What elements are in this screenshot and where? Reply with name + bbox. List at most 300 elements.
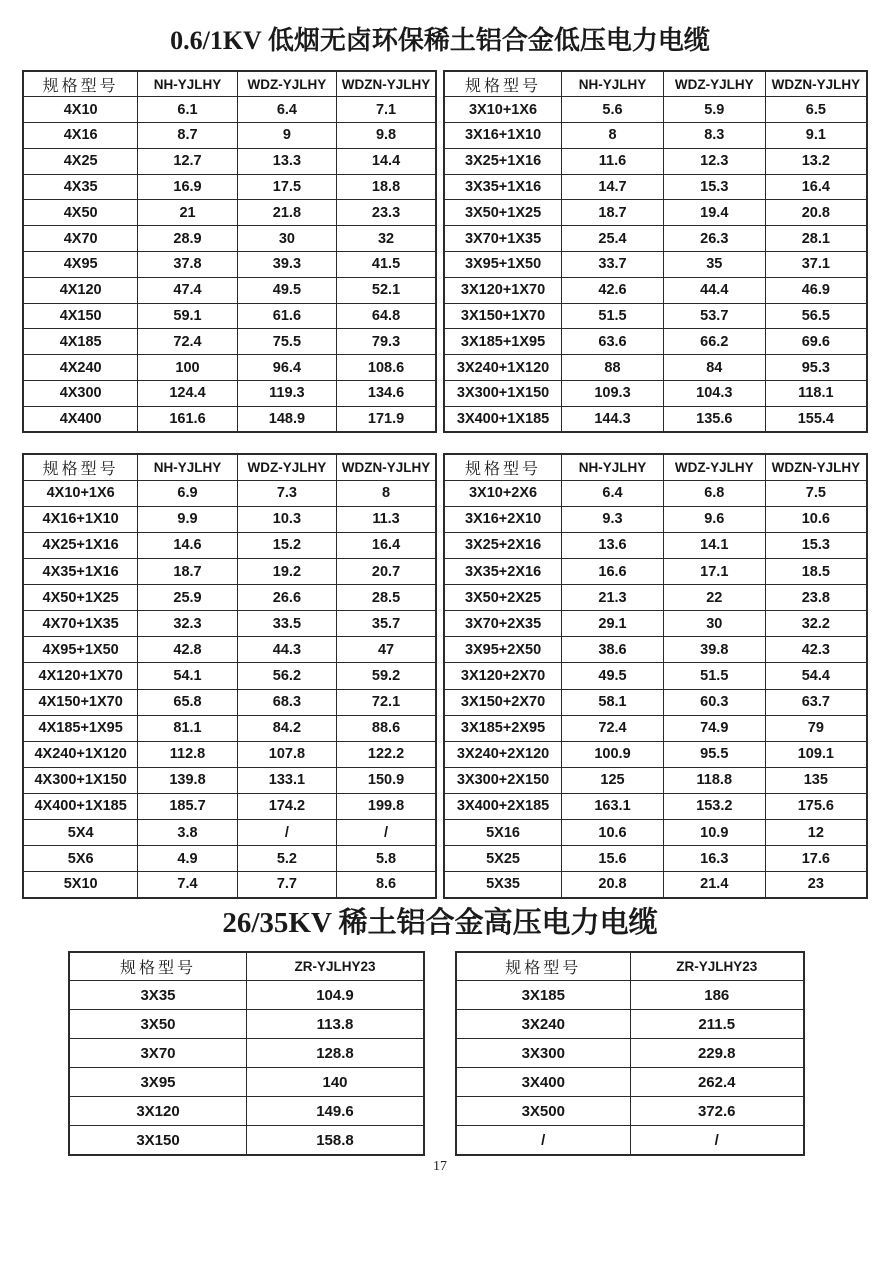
table-row bbox=[23, 277, 436, 303]
table-row bbox=[444, 689, 867, 715]
value-cell: 100.9 bbox=[562, 741, 664, 767]
value-cell: 15.6 bbox=[562, 846, 664, 872]
spec-cell: 4X120 bbox=[23, 277, 138, 303]
table-row bbox=[69, 1097, 424, 1126]
spec-cell: 3X150+2X70 bbox=[444, 689, 562, 715]
table-row bbox=[69, 1010, 424, 1039]
table-row bbox=[23, 97, 436, 123]
table-row bbox=[444, 585, 867, 611]
spec-cell: 5X35 bbox=[444, 872, 562, 898]
table-row bbox=[444, 767, 867, 793]
value-cell: 53.7 bbox=[663, 303, 765, 329]
table-row bbox=[23, 689, 436, 715]
value-cell: 109.1 bbox=[765, 741, 867, 767]
table-row bbox=[456, 1039, 804, 1068]
value-cell: 72.1 bbox=[337, 689, 436, 715]
value-cell: 18.7 bbox=[138, 559, 237, 585]
model-column-header: WDZ-YJLHY bbox=[237, 454, 336, 480]
value-cell: 9.3 bbox=[562, 506, 664, 532]
value-cell: 8 bbox=[562, 123, 664, 149]
spec-cell: 3X95+1X50 bbox=[444, 252, 562, 278]
spec-cell: 4X35 bbox=[23, 174, 138, 200]
value-cell: 22 bbox=[663, 585, 765, 611]
value-cell: 16.9 bbox=[138, 174, 237, 200]
spec-cell: 3X16+2X10 bbox=[444, 506, 562, 532]
table-row bbox=[444, 872, 867, 898]
spec-cell: 4X50 bbox=[23, 200, 138, 226]
value-cell: 174.2 bbox=[237, 793, 336, 819]
value-cell: / bbox=[630, 1126, 804, 1155]
spec-cell: 4X70+1X35 bbox=[23, 611, 138, 637]
value-cell: 88.6 bbox=[337, 715, 436, 741]
spec-cell: 4X240+1X120 bbox=[23, 741, 138, 767]
hv-tables-row bbox=[68, 951, 805, 1156]
table-row bbox=[444, 846, 867, 872]
value-cell: 122.2 bbox=[337, 741, 436, 767]
value-cell: 7.7 bbox=[237, 872, 336, 898]
table-row bbox=[23, 303, 436, 329]
spec-cell: 5X4 bbox=[23, 819, 138, 845]
model-column-header: WDZN-YJLHY bbox=[337, 71, 436, 97]
spec-cell: 4X150 bbox=[23, 303, 138, 329]
value-cell: 9.1 bbox=[765, 123, 867, 149]
table-row bbox=[23, 355, 436, 381]
table-row bbox=[23, 329, 436, 355]
value-cell: 112.8 bbox=[138, 741, 237, 767]
value-cell: 88 bbox=[562, 355, 664, 381]
spec-cell: 4X300 bbox=[23, 381, 138, 407]
table-row bbox=[23, 480, 436, 506]
value-cell: 47.4 bbox=[138, 277, 237, 303]
spec-cell: 3X50+1X25 bbox=[444, 200, 562, 226]
spec-cell: 3X35 bbox=[69, 981, 247, 1010]
spec-cell: 4X300+1X150 bbox=[23, 767, 138, 793]
spec-cell: 4X10 bbox=[23, 97, 138, 123]
hv-section-title: 26/35KV 稀土铝合金高压电力电缆 bbox=[222, 906, 658, 939]
spec-cell: 3X50 bbox=[69, 1010, 247, 1039]
table-row bbox=[23, 174, 436, 200]
value-cell: 6.4 bbox=[562, 480, 664, 506]
value-cell: 262.4 bbox=[630, 1068, 804, 1097]
table-row bbox=[23, 741, 436, 767]
table-row bbox=[444, 226, 867, 252]
spec-cell: 3X95+2X50 bbox=[444, 637, 562, 663]
table-row bbox=[23, 532, 436, 558]
value-cell: 372.6 bbox=[630, 1097, 804, 1126]
value-cell: 32.2 bbox=[765, 611, 867, 637]
table-row bbox=[444, 123, 867, 149]
table-row bbox=[23, 611, 436, 637]
spec-cell: 4X95 bbox=[23, 252, 138, 278]
value-cell: 39.8 bbox=[663, 637, 765, 663]
value-cell: 15.3 bbox=[663, 174, 765, 200]
value-cell: 17.5 bbox=[237, 174, 336, 200]
spec-cell: 3X240+1X120 bbox=[444, 355, 562, 381]
table-row bbox=[23, 559, 436, 585]
lv-tables-top-row bbox=[22, 70, 868, 433]
table-row bbox=[444, 480, 867, 506]
value-cell: 163.1 bbox=[562, 793, 664, 819]
table-row bbox=[444, 381, 867, 407]
value-cell: 14.4 bbox=[337, 148, 436, 174]
value-cell: 42.3 bbox=[765, 637, 867, 663]
value-cell: 13.6 bbox=[562, 532, 664, 558]
value-cell: 13.2 bbox=[765, 148, 867, 174]
value-cell: 32.3 bbox=[138, 611, 237, 637]
spec-cell: 5X10 bbox=[23, 872, 138, 898]
value-cell: 16.3 bbox=[663, 846, 765, 872]
page-number: 17 bbox=[433, 1158, 447, 1174]
model-column-header: WDZN-YJLHY bbox=[765, 454, 867, 480]
value-cell: 11.3 bbox=[337, 506, 436, 532]
table-row bbox=[444, 200, 867, 226]
value-cell: 3.8 bbox=[138, 819, 237, 845]
value-cell: 6.1 bbox=[138, 97, 237, 123]
value-cell: 21.8 bbox=[237, 200, 336, 226]
spec-cell: 3X70+1X35 bbox=[444, 226, 562, 252]
value-cell: 28.1 bbox=[765, 226, 867, 252]
value-cell: 46.9 bbox=[765, 277, 867, 303]
value-cell: 5.9 bbox=[663, 97, 765, 123]
value-cell: 155.4 bbox=[765, 406, 867, 432]
value-cell: 35.7 bbox=[337, 611, 436, 637]
value-cell: 14.1 bbox=[663, 532, 765, 558]
spec-cell: 4X400+1X185 bbox=[23, 793, 138, 819]
value-cell: 7.3 bbox=[237, 480, 336, 506]
table-header-row bbox=[444, 71, 867, 97]
value-cell: 139.8 bbox=[138, 767, 237, 793]
spec-cell: 3X120 bbox=[69, 1097, 247, 1126]
spec-column-header: 规格型号 bbox=[23, 71, 138, 97]
table-row bbox=[23, 252, 436, 278]
spec-cell: 3X10+2X6 bbox=[444, 480, 562, 506]
value-cell: 229.8 bbox=[630, 1039, 804, 1068]
value-cell: 68.3 bbox=[237, 689, 336, 715]
value-cell: 72.4 bbox=[562, 715, 664, 741]
value-cell: 23.3 bbox=[337, 200, 436, 226]
spec-cell: 4X150+1X70 bbox=[23, 689, 138, 715]
value-cell: 28.5 bbox=[337, 585, 436, 611]
value-cell: 5.2 bbox=[237, 846, 336, 872]
table-row bbox=[23, 226, 436, 252]
value-cell: 199.8 bbox=[337, 793, 436, 819]
table-row bbox=[444, 303, 867, 329]
spec-cell: 3X10+1X6 bbox=[444, 97, 562, 123]
value-cell: 51.5 bbox=[663, 663, 765, 689]
value-cell: 28.9 bbox=[138, 226, 237, 252]
value-cell: / bbox=[337, 819, 436, 845]
value-cell: 100 bbox=[138, 355, 237, 381]
table-header-row bbox=[23, 454, 436, 480]
value-cell: 9.8 bbox=[337, 123, 436, 149]
value-cell: 148.9 bbox=[237, 406, 336, 432]
spec-cell: 3X400+2X185 bbox=[444, 793, 562, 819]
table-row bbox=[69, 1039, 424, 1068]
value-cell: 150.9 bbox=[337, 767, 436, 793]
value-cell: 4.9 bbox=[138, 846, 237, 872]
value-cell: 19.4 bbox=[663, 200, 765, 226]
spec-cell: 3X35+2X16 bbox=[444, 559, 562, 585]
table-header-row bbox=[456, 952, 804, 981]
value-cell: 14.6 bbox=[138, 532, 237, 558]
table-row bbox=[444, 97, 867, 123]
model-column-header: NH-YJLHY bbox=[138, 454, 237, 480]
spec-cell: 4X95+1X50 bbox=[23, 637, 138, 663]
value-cell: 109.3 bbox=[562, 381, 664, 407]
model-column-header: WDZ-YJLHY bbox=[663, 454, 765, 480]
value-cell: 10.9 bbox=[663, 819, 765, 845]
value-cell: 8.6 bbox=[337, 872, 436, 898]
spec-cell: 3X150+1X70 bbox=[444, 303, 562, 329]
value-cell: 95.5 bbox=[663, 741, 765, 767]
table-row bbox=[456, 1010, 804, 1039]
value-cell: 211.5 bbox=[630, 1010, 804, 1039]
spec-cell: 4X120+1X70 bbox=[23, 663, 138, 689]
value-cell: 108.6 bbox=[337, 355, 436, 381]
spec-cell: 3X500 bbox=[456, 1097, 630, 1126]
lv-spec-table-4core bbox=[22, 70, 437, 433]
value-cell: 16.6 bbox=[562, 559, 664, 585]
value-cell: 16.4 bbox=[337, 532, 436, 558]
value-cell: 133.1 bbox=[237, 767, 336, 793]
spec-column-header: 规格型号 bbox=[69, 952, 247, 981]
table-row bbox=[444, 329, 867, 355]
value-cell: 64.8 bbox=[337, 303, 436, 329]
model-column-header: WDZN-YJLHY bbox=[765, 71, 867, 97]
model-column-header: ZR-YJLHY23 bbox=[630, 952, 804, 981]
value-cell: 79.3 bbox=[337, 329, 436, 355]
table-row bbox=[23, 872, 436, 898]
value-cell: 10.6 bbox=[765, 506, 867, 532]
table-header-row bbox=[23, 71, 436, 97]
value-cell: 153.2 bbox=[663, 793, 765, 819]
table-row bbox=[23, 663, 436, 689]
table-row bbox=[23, 148, 436, 174]
table-row bbox=[456, 1068, 804, 1097]
table-row bbox=[23, 381, 436, 407]
value-cell: 56.5 bbox=[765, 303, 867, 329]
value-cell: 35 bbox=[663, 252, 765, 278]
value-cell: 23 bbox=[765, 872, 867, 898]
table-row bbox=[444, 406, 867, 432]
spec-cell: / bbox=[456, 1126, 630, 1155]
table-row bbox=[444, 506, 867, 532]
value-cell: 65.8 bbox=[138, 689, 237, 715]
spec-cell: 5X16 bbox=[444, 819, 562, 845]
value-cell: 47 bbox=[337, 637, 436, 663]
table-row bbox=[444, 637, 867, 663]
value-cell: 6.8 bbox=[663, 480, 765, 506]
table-row bbox=[23, 767, 436, 793]
spec-cell: 3X70+2X35 bbox=[444, 611, 562, 637]
value-cell: 84.2 bbox=[237, 715, 336, 741]
value-cell: 6.9 bbox=[138, 480, 237, 506]
spec-cell: 3X185+2X95 bbox=[444, 715, 562, 741]
value-cell: 37.8 bbox=[138, 252, 237, 278]
spec-cell: 3X25+1X16 bbox=[444, 148, 562, 174]
value-cell: 66.2 bbox=[663, 329, 765, 355]
value-cell: 124.4 bbox=[138, 381, 237, 407]
model-column-header: WDZ-YJLHY bbox=[237, 71, 336, 97]
value-cell: 8 bbox=[337, 480, 436, 506]
table-row bbox=[444, 174, 867, 200]
spec-cell: 3X95 bbox=[69, 1068, 247, 1097]
value-cell: 52.1 bbox=[337, 277, 436, 303]
lv-tables-bottom-row bbox=[22, 453, 868, 899]
model-column-header: WDZN-YJLHY bbox=[337, 454, 436, 480]
value-cell: 15.2 bbox=[237, 532, 336, 558]
spec-cell: 3X70 bbox=[69, 1039, 247, 1068]
value-cell: 30 bbox=[237, 226, 336, 252]
value-cell: 9.9 bbox=[138, 506, 237, 532]
value-cell: 32 bbox=[337, 226, 436, 252]
value-cell: 56.2 bbox=[237, 663, 336, 689]
value-cell: 5.6 bbox=[562, 97, 664, 123]
value-cell: 7.5 bbox=[765, 480, 867, 506]
value-cell: 119.3 bbox=[237, 381, 336, 407]
value-cell: 63.6 bbox=[562, 329, 664, 355]
spec-cell: 3X300+2X150 bbox=[444, 767, 562, 793]
table-row bbox=[23, 846, 436, 872]
value-cell: 15.3 bbox=[765, 532, 867, 558]
table-row bbox=[23, 637, 436, 663]
table-row bbox=[444, 559, 867, 585]
value-cell: 39.3 bbox=[237, 252, 336, 278]
value-cell: 12.7 bbox=[138, 148, 237, 174]
table-row bbox=[23, 123, 436, 149]
table-row bbox=[456, 981, 804, 1010]
hv-spec-table-right bbox=[455, 951, 805, 1156]
spec-cell: 3X25+2X16 bbox=[444, 532, 562, 558]
value-cell: 72.4 bbox=[138, 329, 237, 355]
value-cell: 21 bbox=[138, 200, 237, 226]
spec-cell: 3X400+1X185 bbox=[444, 406, 562, 432]
spec-cell: 3X35+1X16 bbox=[444, 174, 562, 200]
value-cell: 25.4 bbox=[562, 226, 664, 252]
value-cell: 144.3 bbox=[562, 406, 664, 432]
spec-cell: 4X25 bbox=[23, 148, 138, 174]
value-cell: 186 bbox=[630, 981, 804, 1010]
value-cell: 30 bbox=[663, 611, 765, 637]
value-cell: 69.6 bbox=[765, 329, 867, 355]
value-cell: 49.5 bbox=[237, 277, 336, 303]
lv-spec-table-3plus2 bbox=[443, 453, 868, 899]
value-cell: 44.4 bbox=[663, 277, 765, 303]
value-cell: 175.6 bbox=[765, 793, 867, 819]
value-cell: 12.3 bbox=[663, 148, 765, 174]
value-cell: 21.4 bbox=[663, 872, 765, 898]
table-row bbox=[444, 355, 867, 381]
table-row bbox=[69, 981, 424, 1010]
table-row bbox=[23, 406, 436, 432]
value-cell: 18.7 bbox=[562, 200, 664, 226]
value-cell: 58.1 bbox=[562, 689, 664, 715]
value-cell: 10.6 bbox=[562, 819, 664, 845]
table-header-row bbox=[444, 454, 867, 480]
value-cell: 81.1 bbox=[138, 715, 237, 741]
lv-spec-table-3plus1 bbox=[443, 70, 868, 433]
value-cell: 135 bbox=[765, 767, 867, 793]
spec-column-header: 规格型号 bbox=[23, 454, 138, 480]
value-cell: 54.4 bbox=[765, 663, 867, 689]
value-cell: 49.5 bbox=[562, 663, 664, 689]
value-cell: 79 bbox=[765, 715, 867, 741]
value-cell: 149.6 bbox=[247, 1097, 425, 1126]
value-cell: 12 bbox=[765, 819, 867, 845]
value-cell: 84 bbox=[663, 355, 765, 381]
value-cell: 60.3 bbox=[663, 689, 765, 715]
spec-cell: 3X240+2X120 bbox=[444, 741, 562, 767]
value-cell: 128.8 bbox=[247, 1039, 425, 1068]
value-cell: 185.7 bbox=[138, 793, 237, 819]
value-cell: 17.1 bbox=[663, 559, 765, 585]
spec-cell: 4X10+1X6 bbox=[23, 480, 138, 506]
value-cell: 33.7 bbox=[562, 252, 664, 278]
value-cell: 29.1 bbox=[562, 611, 664, 637]
spec-cell: 3X150 bbox=[69, 1126, 247, 1155]
value-cell: 7.4 bbox=[138, 872, 237, 898]
value-cell: 135.6 bbox=[663, 406, 765, 432]
table-row bbox=[444, 611, 867, 637]
lv-spec-table-4plus1 bbox=[22, 453, 437, 899]
table-row bbox=[69, 1068, 424, 1097]
value-cell: 23.8 bbox=[765, 585, 867, 611]
value-cell: 6.4 bbox=[237, 97, 336, 123]
spec-cell: 3X300 bbox=[456, 1039, 630, 1068]
value-cell: 20.7 bbox=[337, 559, 436, 585]
model-column-header: NH-YJLHY bbox=[562, 71, 664, 97]
document-page bbox=[0, 24, 880, 1175]
table-row bbox=[23, 715, 436, 741]
hv-spec-table-left bbox=[68, 951, 425, 1156]
model-column-header: NH-YJLHY bbox=[138, 71, 237, 97]
spec-cell: 4X185+1X95 bbox=[23, 715, 138, 741]
value-cell: 74.9 bbox=[663, 715, 765, 741]
model-column-header: ZR-YJLHY23 bbox=[247, 952, 425, 981]
value-cell: 9.6 bbox=[663, 506, 765, 532]
spec-cell: 4X185 bbox=[23, 329, 138, 355]
value-cell: 11.6 bbox=[562, 148, 664, 174]
table-row bbox=[456, 1097, 804, 1126]
value-cell: 75.5 bbox=[237, 329, 336, 355]
value-cell: 42.8 bbox=[138, 637, 237, 663]
spec-column-header: 规格型号 bbox=[456, 952, 630, 981]
value-cell: 158.8 bbox=[247, 1126, 425, 1155]
value-cell: 140 bbox=[247, 1068, 425, 1097]
value-cell: 118.8 bbox=[663, 767, 765, 793]
value-cell: 38.6 bbox=[562, 637, 664, 663]
spec-cell: 4X16 bbox=[23, 123, 138, 149]
value-cell: 25.9 bbox=[138, 585, 237, 611]
value-cell: 13.3 bbox=[237, 148, 336, 174]
value-cell: 51.5 bbox=[562, 303, 664, 329]
value-cell: 8.3 bbox=[663, 123, 765, 149]
table-row bbox=[444, 819, 867, 845]
table-row bbox=[23, 506, 436, 532]
value-cell: 63.7 bbox=[765, 689, 867, 715]
value-cell: 21.3 bbox=[562, 585, 664, 611]
value-cell: 26.6 bbox=[237, 585, 336, 611]
value-cell: 125 bbox=[562, 767, 664, 793]
value-cell: 107.8 bbox=[237, 741, 336, 767]
value-cell: 18.8 bbox=[337, 174, 436, 200]
spec-column-header: 规格型号 bbox=[444, 71, 562, 97]
value-cell: 8.7 bbox=[138, 123, 237, 149]
spec-cell: 4X16+1X10 bbox=[23, 506, 138, 532]
spec-cell: 4X240 bbox=[23, 355, 138, 381]
value-cell: 95.3 bbox=[765, 355, 867, 381]
table-row bbox=[23, 200, 436, 226]
